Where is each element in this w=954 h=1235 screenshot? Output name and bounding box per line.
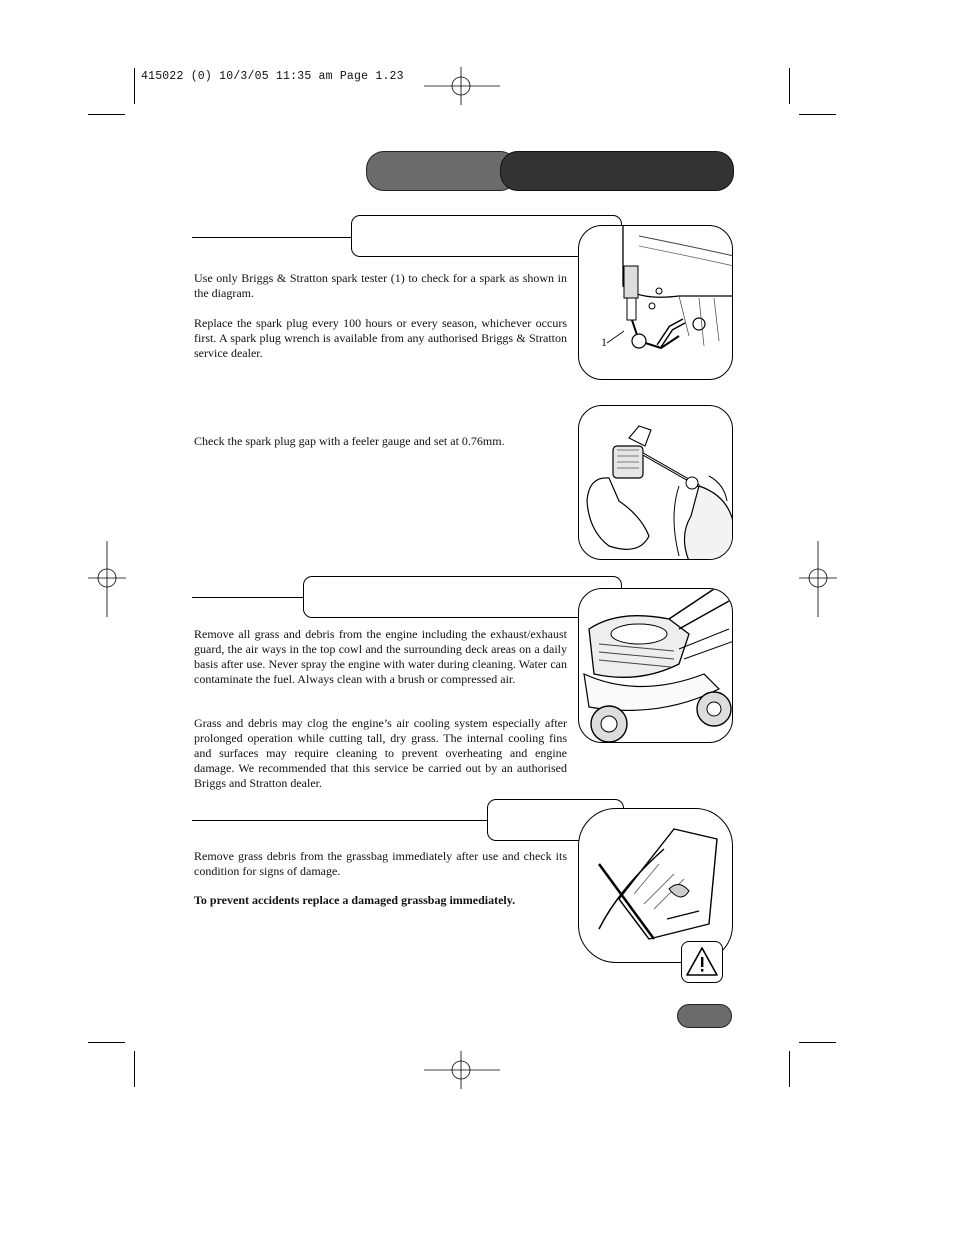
grassbag-illustration: [578, 808, 733, 963]
section-rule: [192, 597, 312, 598]
crop-mark: [134, 1051, 135, 1087]
crop-mark: [789, 68, 790, 104]
plug-gap-paragraph: Check the spark plug gap with a feeler gauge and set at 0.76mm.: [194, 434, 505, 448]
feeler-gauge-illustration: [578, 405, 733, 560]
grassbag-paragraph: Remove grass debris from the grassbag immediately after use and check its condition for signs of damage.: [194, 849, 567, 878]
crop-mark: [134, 68, 135, 104]
crop-mark: [789, 1051, 790, 1087]
warning-icon: [681, 941, 723, 983]
print-slug: 415022 (0) 10/3/05 11:35 am Page 1.23: [141, 70, 404, 83]
registration-mark-icon: [88, 541, 126, 617]
registration-mark-icon: [424, 67, 500, 105]
registration-mark-icon: [799, 541, 837, 617]
header-tab-left: [366, 151, 518, 191]
crop-mark: [88, 114, 125, 115]
callout-number: 1: [601, 335, 607, 349]
section-rule: [192, 820, 494, 821]
header-tab-right: [500, 151, 734, 191]
registration-mark-icon: [424, 1051, 500, 1089]
spark-tester-paragraph: Use only Briggs & Stratton spark tester (1) to check for a spark as shown in the diagram.: [194, 271, 567, 300]
page-number: [677, 1004, 732, 1028]
mower-engine-illustration: [578, 588, 733, 743]
engine-cleaning-paragraph-2: Grass and debris may clog the engine’s air cooling system especially after prolonged operation while cutting tall, dry grass. The internal cooling fins and surfaces may require cleaning to prevent overheating and engine damage. We recommended that this service be carried out by an authorised Briggs and Stratton dealer.: [194, 716, 567, 790]
section-heading-engine-cleaning: [303, 576, 622, 618]
spark-plug-replace-paragraph: Replace the spark plug every 100 hours or every season, whichever occurs first. A spark plug wrench is available from any authorised Briggs & Stratton service dealer.: [194, 316, 567, 360]
spark-tester-illustration: [578, 225, 733, 380]
crop-mark: [799, 1042, 836, 1043]
engine-cleaning-paragraph-1: Remove all grass and debris from the engine including the exhaust/exhaust guard, the air ways in the top cowl and the surrounding deck areas on a daily basis after use. Never spray the engine with water during cleaning. Water can contaminate the fuel. Always clean with a brush or compressed air.: [194, 627, 567, 686]
section-rule: [192, 237, 357, 238]
grassbag-warning-paragraph: To prevent accidents replace a damaged grassbag immediately.: [194, 893, 516, 907]
crop-mark: [88, 1042, 125, 1043]
crop-mark: [799, 114, 836, 115]
